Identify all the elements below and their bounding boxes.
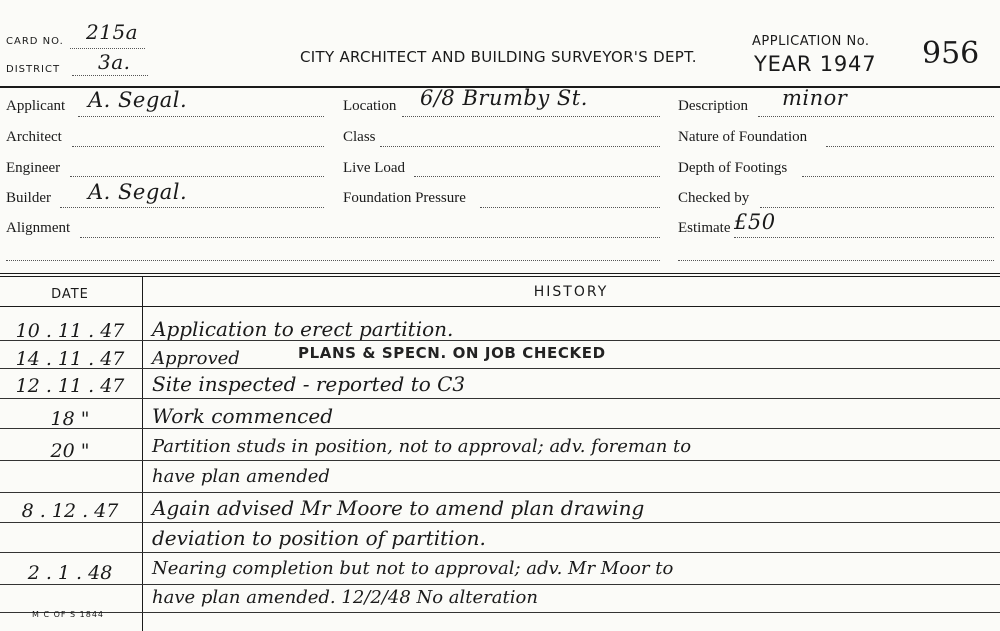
date-column-header: DATE (51, 287, 89, 302)
application-label: APPLICATION No. (752, 34, 870, 49)
row-rule (0, 428, 1000, 429)
history-entry: Work commenced (152, 404, 334, 428)
history-date: 10 . 11 . 47 (15, 320, 125, 342)
engineer-label: Engineer (6, 160, 61, 176)
depth-of-footings-label: Depth of Footings (678, 160, 788, 176)
row-rule (0, 522, 1000, 523)
builder-value: A. Segal. (88, 180, 188, 204)
alignment-line-2 (6, 260, 660, 261)
applicant-value: A. Segal. (88, 88, 188, 112)
checked-stamp: PLANS & SPECN. ON JOB CHECKED (298, 344, 606, 362)
row-rule (0, 552, 1000, 553)
builder-line (60, 207, 324, 208)
class-label: Class (343, 129, 376, 145)
dept-title: CITY ARCHITECT AND BUILDING SURVEYOR'S DEPT. (300, 48, 697, 66)
history-date: 8 . 12 . 47 (21, 500, 119, 522)
district-line (72, 75, 148, 76)
alignment-label: Alignment (6, 220, 71, 236)
description-line (758, 116, 994, 117)
card-no-value: 215a (86, 20, 139, 44)
location-line (402, 116, 660, 117)
estimate-label: Estimate (678, 220, 731, 236)
table-top-rule (0, 273, 1000, 274)
district-value: 3a. (98, 50, 131, 74)
class-line (380, 146, 660, 147)
live-load-line (414, 176, 660, 177)
location-value: 6/8 Brumby St. (420, 86, 588, 110)
header-bottom-rule (0, 306, 1000, 307)
history-date: 14 . 11 . 47 (15, 348, 125, 370)
row-rule (0, 584, 1000, 585)
row-rule (0, 612, 1000, 613)
checked-line (760, 207, 994, 208)
nature-line (826, 146, 994, 147)
history-date: 2 . 1 . 48 (27, 562, 113, 584)
depth-line (802, 176, 994, 177)
history-entry: Nearing completion but not to approval; adv. Mr Moor to (152, 558, 674, 579)
row-rule (0, 460, 1000, 461)
foundation-pressure-label: Foundation Pressure (343, 190, 466, 206)
live-load-label: Live Load (343, 160, 406, 176)
card-no-line (70, 48, 145, 49)
history-date: 20 " (50, 440, 90, 462)
nature-of-foundation-label: Nature of Foundation (678, 129, 808, 145)
history-entry: have plan amended. 12/2/48 No alteration (152, 587, 538, 608)
applicant-line (78, 116, 324, 117)
history-entry: Application to erect partition. (152, 317, 454, 341)
history-entry: Partition studs in position, not to approval; adv. foreman to (152, 436, 692, 457)
card-no-label: CARD NO. (6, 36, 64, 47)
foundation-pressure-line (480, 207, 660, 208)
history-column-header: HISTORY (533, 284, 609, 300)
row-rule (0, 368, 1000, 369)
estimate-value: £50 (734, 210, 776, 234)
history-entry: Site inspected - reported to C3 (152, 372, 466, 396)
engineer-line (70, 176, 324, 177)
history-date: 12 . 11 . 47 (15, 375, 125, 397)
year-label: YEAR 1947 (754, 52, 877, 76)
district-label: DISTRICT (6, 64, 61, 75)
table-top-rule-2 (0, 276, 1000, 277)
alignment-line (80, 237, 660, 238)
application-number: 956 (922, 36, 980, 71)
checked-by-label: Checked by (678, 190, 750, 206)
column-divider (142, 277, 143, 631)
applicant-label: Applicant (6, 98, 66, 114)
history-entry: have plan amended (152, 466, 330, 487)
estimate-line-2 (678, 260, 994, 261)
row-rule (0, 340, 1000, 341)
description-label: Description (678, 98, 748, 114)
location-label: Location (343, 98, 397, 114)
builder-label: Builder (6, 190, 51, 206)
row-rule (0, 492, 1000, 493)
estimate-line (734, 237, 994, 238)
history-entry: Again advised Mr Moore to amend plan drawing (152, 496, 645, 520)
row-rule (0, 398, 1000, 399)
history-entry: deviation to position of partition. (152, 526, 486, 550)
description-value: minor (782, 86, 848, 110)
history-entry: Approved (152, 348, 240, 369)
architect-label: Architect (6, 129, 62, 145)
history-date: 18 " (50, 408, 90, 430)
form-code: M C OF S 1844 (32, 610, 104, 619)
architect-line (72, 146, 324, 147)
